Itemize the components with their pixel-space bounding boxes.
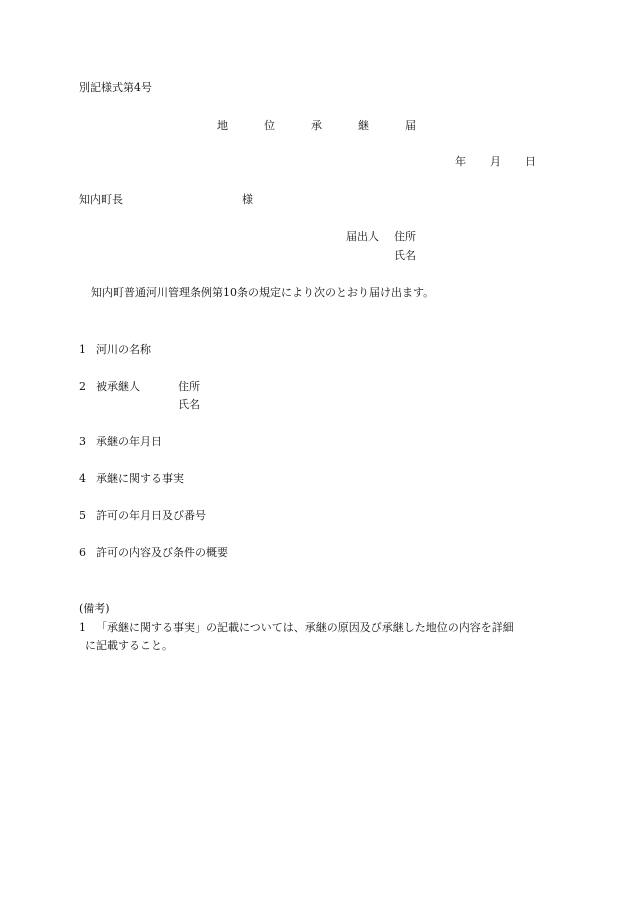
- addressee-honorific: 様: [242, 193, 253, 206]
- successor-address-label: 住所: [178, 380, 200, 393]
- item-text: 承継の年月日: [96, 435, 162, 448]
- date-line: [455, 155, 536, 169]
- intro-text: 知内町普通河川管理条例第10条の規定により次のとおり届け出ます。: [91, 286, 435, 299]
- date-year: 年: [455, 155, 466, 168]
- form-number: 別記様式第4号: [79, 81, 152, 94]
- date-day: 日: [525, 155, 536, 168]
- remarks-heading: (備考): [79, 602, 110, 615]
- item-text: 河川の名称: [96, 343, 151, 356]
- item-text: 許可の年月日及び番号: [96, 509, 206, 522]
- item-number: 3: [79, 435, 86, 448]
- item-text: 被承継人: [96, 380, 140, 393]
- successor-name-label: 氏名: [178, 398, 200, 411]
- item-text: 承継に関する事実: [96, 472, 184, 485]
- applicant-label: 届出人: [346, 230, 379, 243]
- item-number: 1: [79, 343, 86, 356]
- remarks-note-line: に記載すること。: [85, 639, 173, 652]
- title-char: 承: [311, 119, 322, 132]
- title-char: 届: [405, 119, 416, 132]
- item-number: 6: [79, 546, 86, 559]
- applicant-name-label: 氏名: [394, 249, 416, 262]
- item-number: 5: [79, 509, 86, 522]
- item-text: 許可の内容及び条件の概要: [96, 546, 228, 559]
- item-number: 4: [79, 472, 86, 485]
- form-title: [217, 119, 416, 133]
- title-char: 位: [264, 119, 275, 132]
- applicant-address-label: 住所: [394, 230, 416, 243]
- title-char: 地: [217, 119, 228, 132]
- item-number: 2: [79, 380, 86, 393]
- remarks-note-line: 「承継に関する事実」の記載については、承継の原因及び承継した地位の内容を詳細: [96, 621, 514, 634]
- remarks-note-number: 1: [79, 621, 86, 634]
- title-char: 継: [358, 119, 369, 132]
- date-month: 月: [490, 155, 501, 168]
- addressee-name: 知内町長: [79, 193, 123, 206]
